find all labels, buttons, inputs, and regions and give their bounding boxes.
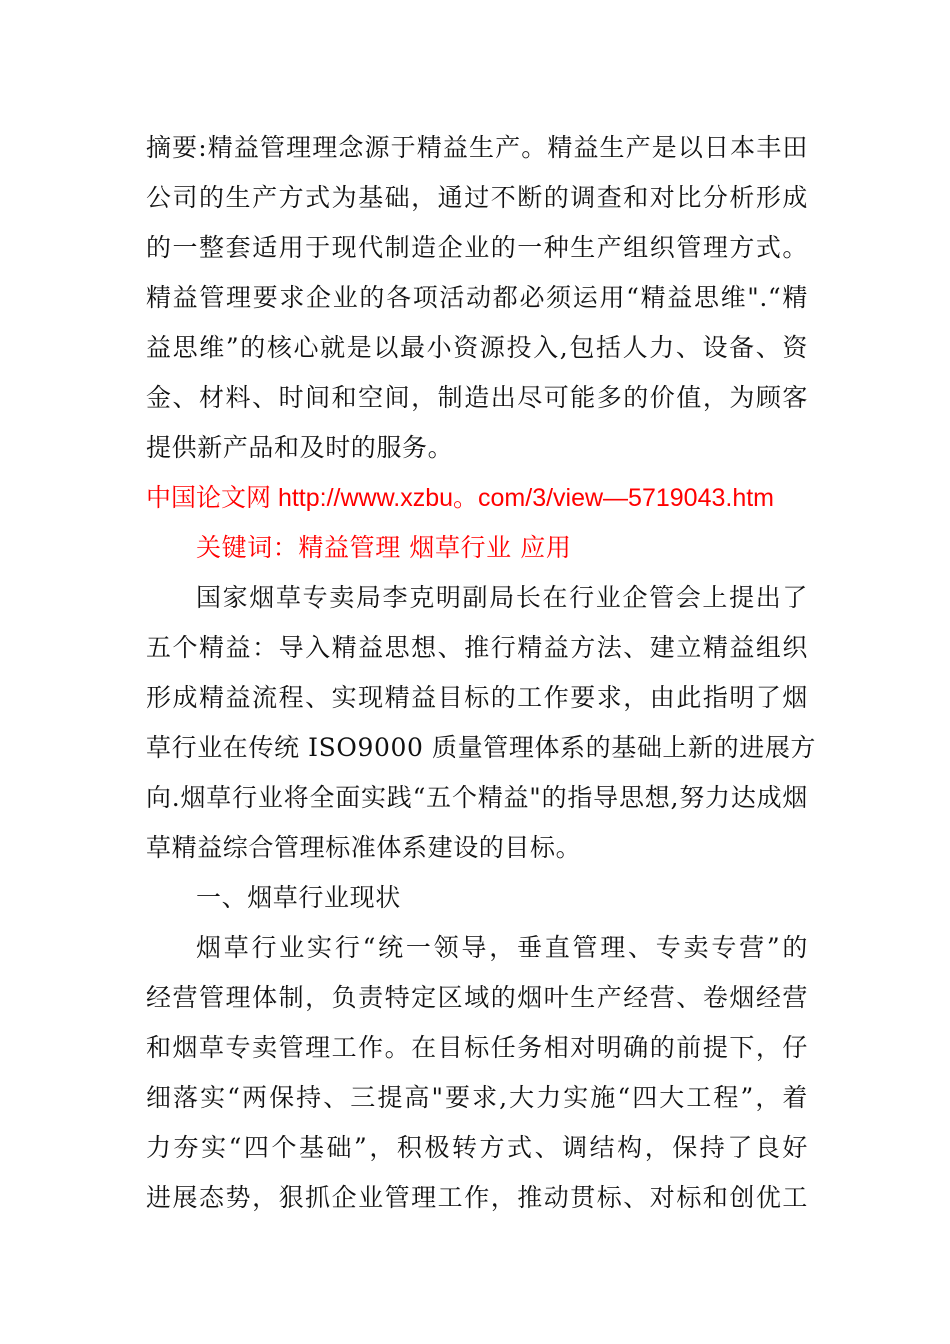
abstract-line: 提供新产品和及时的服务。 <box>146 433 454 462</box>
intro-line: 草精益综合管理标准体系建设的目标。 <box>146 833 582 862</box>
section-heading: 一、烟草行业现状 <box>196 883 401 912</box>
keywords-line: 关键词：精益管理 烟草行业 应用 <box>196 533 572 562</box>
intro-line: 形成精益流程、实现精益目标的工作要求，由此指明了烟 <box>146 683 808 712</box>
abstract-line: 公司的生产方式为基础，通过不断的调查和对比分析形成 <box>146 183 808 212</box>
source-link[interactable]: 中国论文网 http://www.xzbu。com/3/view—5719043.htm <box>146 484 775 512</box>
abstract-line: 摘要:精益管理理念源于精益生产。精益生产是以日本丰田 <box>146 133 808 162</box>
section-body-line: 进展态势，狠抓企业管理工作，推动贯标、对标和创优工 <box>146 1183 808 1212</box>
section-body-line: 烟草行业实行“统一领导，垂直管理、专卖专营”的 <box>196 933 808 962</box>
intro-line: 五个精益：导入精益思想、推行精益方法、建立精益组织 <box>146 633 808 662</box>
intro-line: 草行业在传统 ISO9000 质量管理体系的基础上新的进展方 <box>146 733 817 762</box>
section-body-line: 细落实“两保持、三提高"要求,大力实施“四大工程”，着 <box>146 1083 808 1112</box>
abstract-line: 精益管理要求企业的各项活动都必须运用“精益思维".“精 <box>146 283 808 312</box>
section-body-line: 经营管理体制，负责特定区域的烟叶生产经营、卷烟经营 <box>146 983 808 1012</box>
section-body-line: 力夯实“四个基础”，积极转方式、调结构，保持了良好 <box>146 1133 808 1162</box>
section-body-line: 和烟草专卖管理工作。在目标任务相对明确的前提下，仔 <box>146 1033 808 1062</box>
abstract-line: 金、材料、时间和空间，制造出尽可能多的价值，为顾客 <box>146 383 808 412</box>
abstract-line: 益思维”的核心就是以最小资源投入,包括人力、设备、资 <box>146 333 808 362</box>
intro-line: 向.烟草行业将全面实践“五个精益"的指导思想,努力达成烟 <box>146 783 808 812</box>
intro-line: 国家烟草专卖局李克明副局长在行业企管会上提出了 <box>196 583 808 612</box>
abstract-line: 的一整套适用于现代制造企业的一种生产组织管理方式。 <box>146 233 808 262</box>
